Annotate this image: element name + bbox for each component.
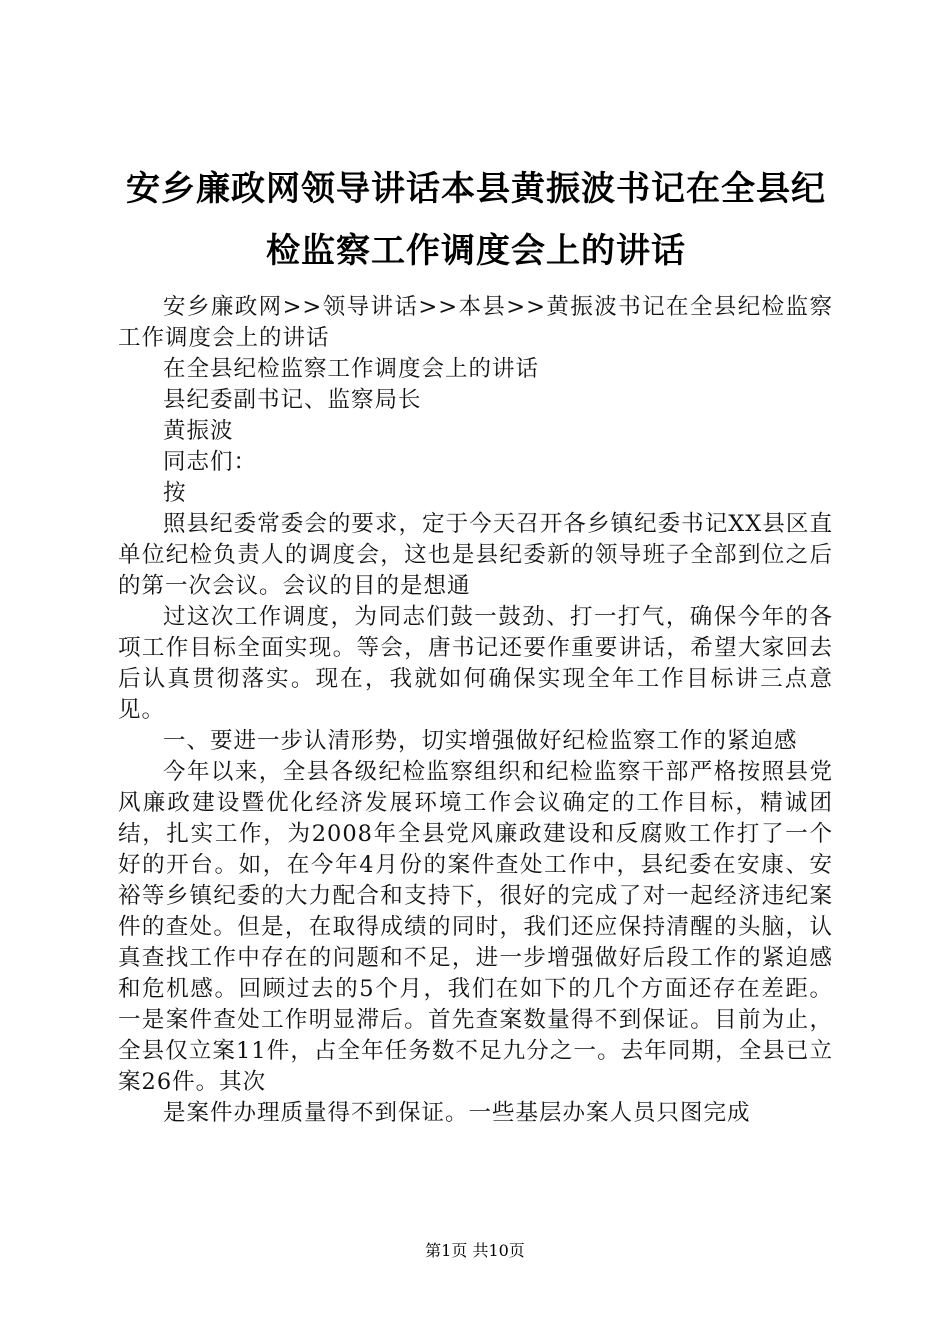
body-paragraph: 照县纪委常委会的要求，定于今天召开各乡镇纪委书记XX县区直单位纪检负责人的调度会，这也是县纪委新的领导班子全部到位之后的第一次会议。会议的目的是想通 xyxy=(118,511,833,599)
speaker-name-paragraph: 黄振波 xyxy=(163,418,234,444)
breadcrumb-paragraph: 安乡廉政网>>领导讲话>>本县>>黄振波书记在全县纪检监察工作调度会上的讲话 xyxy=(118,294,833,351)
speaker-position-paragraph: 县纪委副书记、监察局长 xyxy=(163,387,422,413)
speech-title-paragraph: 在全县纪检监察工作调度会上的讲话 xyxy=(163,356,540,382)
document-title: 安乡廉政网领导讲话本县黄振波书记在全县纪检监察工作调度会上的讲话 xyxy=(126,169,826,271)
body-paragraph: 今年以来，全县各级纪检监察组织和纪检监察干部严格按照县党风廉政建设暨优化经济发展环境工作会议确定的工作目标，精诚团结，扎实工作，为2008年全县党风廉政建设和反腐败工作打了一个好的开台。如，在今年4月份的案件查处工作中，县纪委在安康、安裕等乡镇纪委的大力配合和支持下，很好的完成了对一起经济违纪案件的查处。但是，在取得成绩的同时，我们还应保持清醒的头脑，认真查找工作中存在的问题和不足，进一步增强做好后段工作的紧迫感和危机感。回顾过去的5个月，我们在如下的几个方面还存在差距。一是案件查处工作明显滞后。首先查案数量得不到保证。目前为止，全县仅立案11件，占全年任务数不足九分之一。去年同期，全县已立案26件。其次 xyxy=(118,759,833,1095)
body-paragraph: 过这次工作调度，为同志们鼓一鼓劲、打一打气，确保今年的各项工作目标全面实现。等会，唐书记还要作重要讲话，希望大家回去后认真贯彻落实。现在，我就如何确保实现全年工作目标讲三点意见。 xyxy=(118,604,833,723)
body-paragraph: 是案件办理质量得不到保证。一些基层办案人员只图完成 xyxy=(163,1100,751,1126)
document-body xyxy=(118,292,833,1129)
salutation-paragraph: 同志们： xyxy=(163,449,258,475)
page-number-footer: 第1页 共10页 xyxy=(425,1241,525,1260)
section-heading-paragraph: 一、要进一步认清形势，切实增强做好纪检监察工作的紧迫感 xyxy=(163,728,798,754)
body-paragraph: 按 xyxy=(163,480,187,506)
